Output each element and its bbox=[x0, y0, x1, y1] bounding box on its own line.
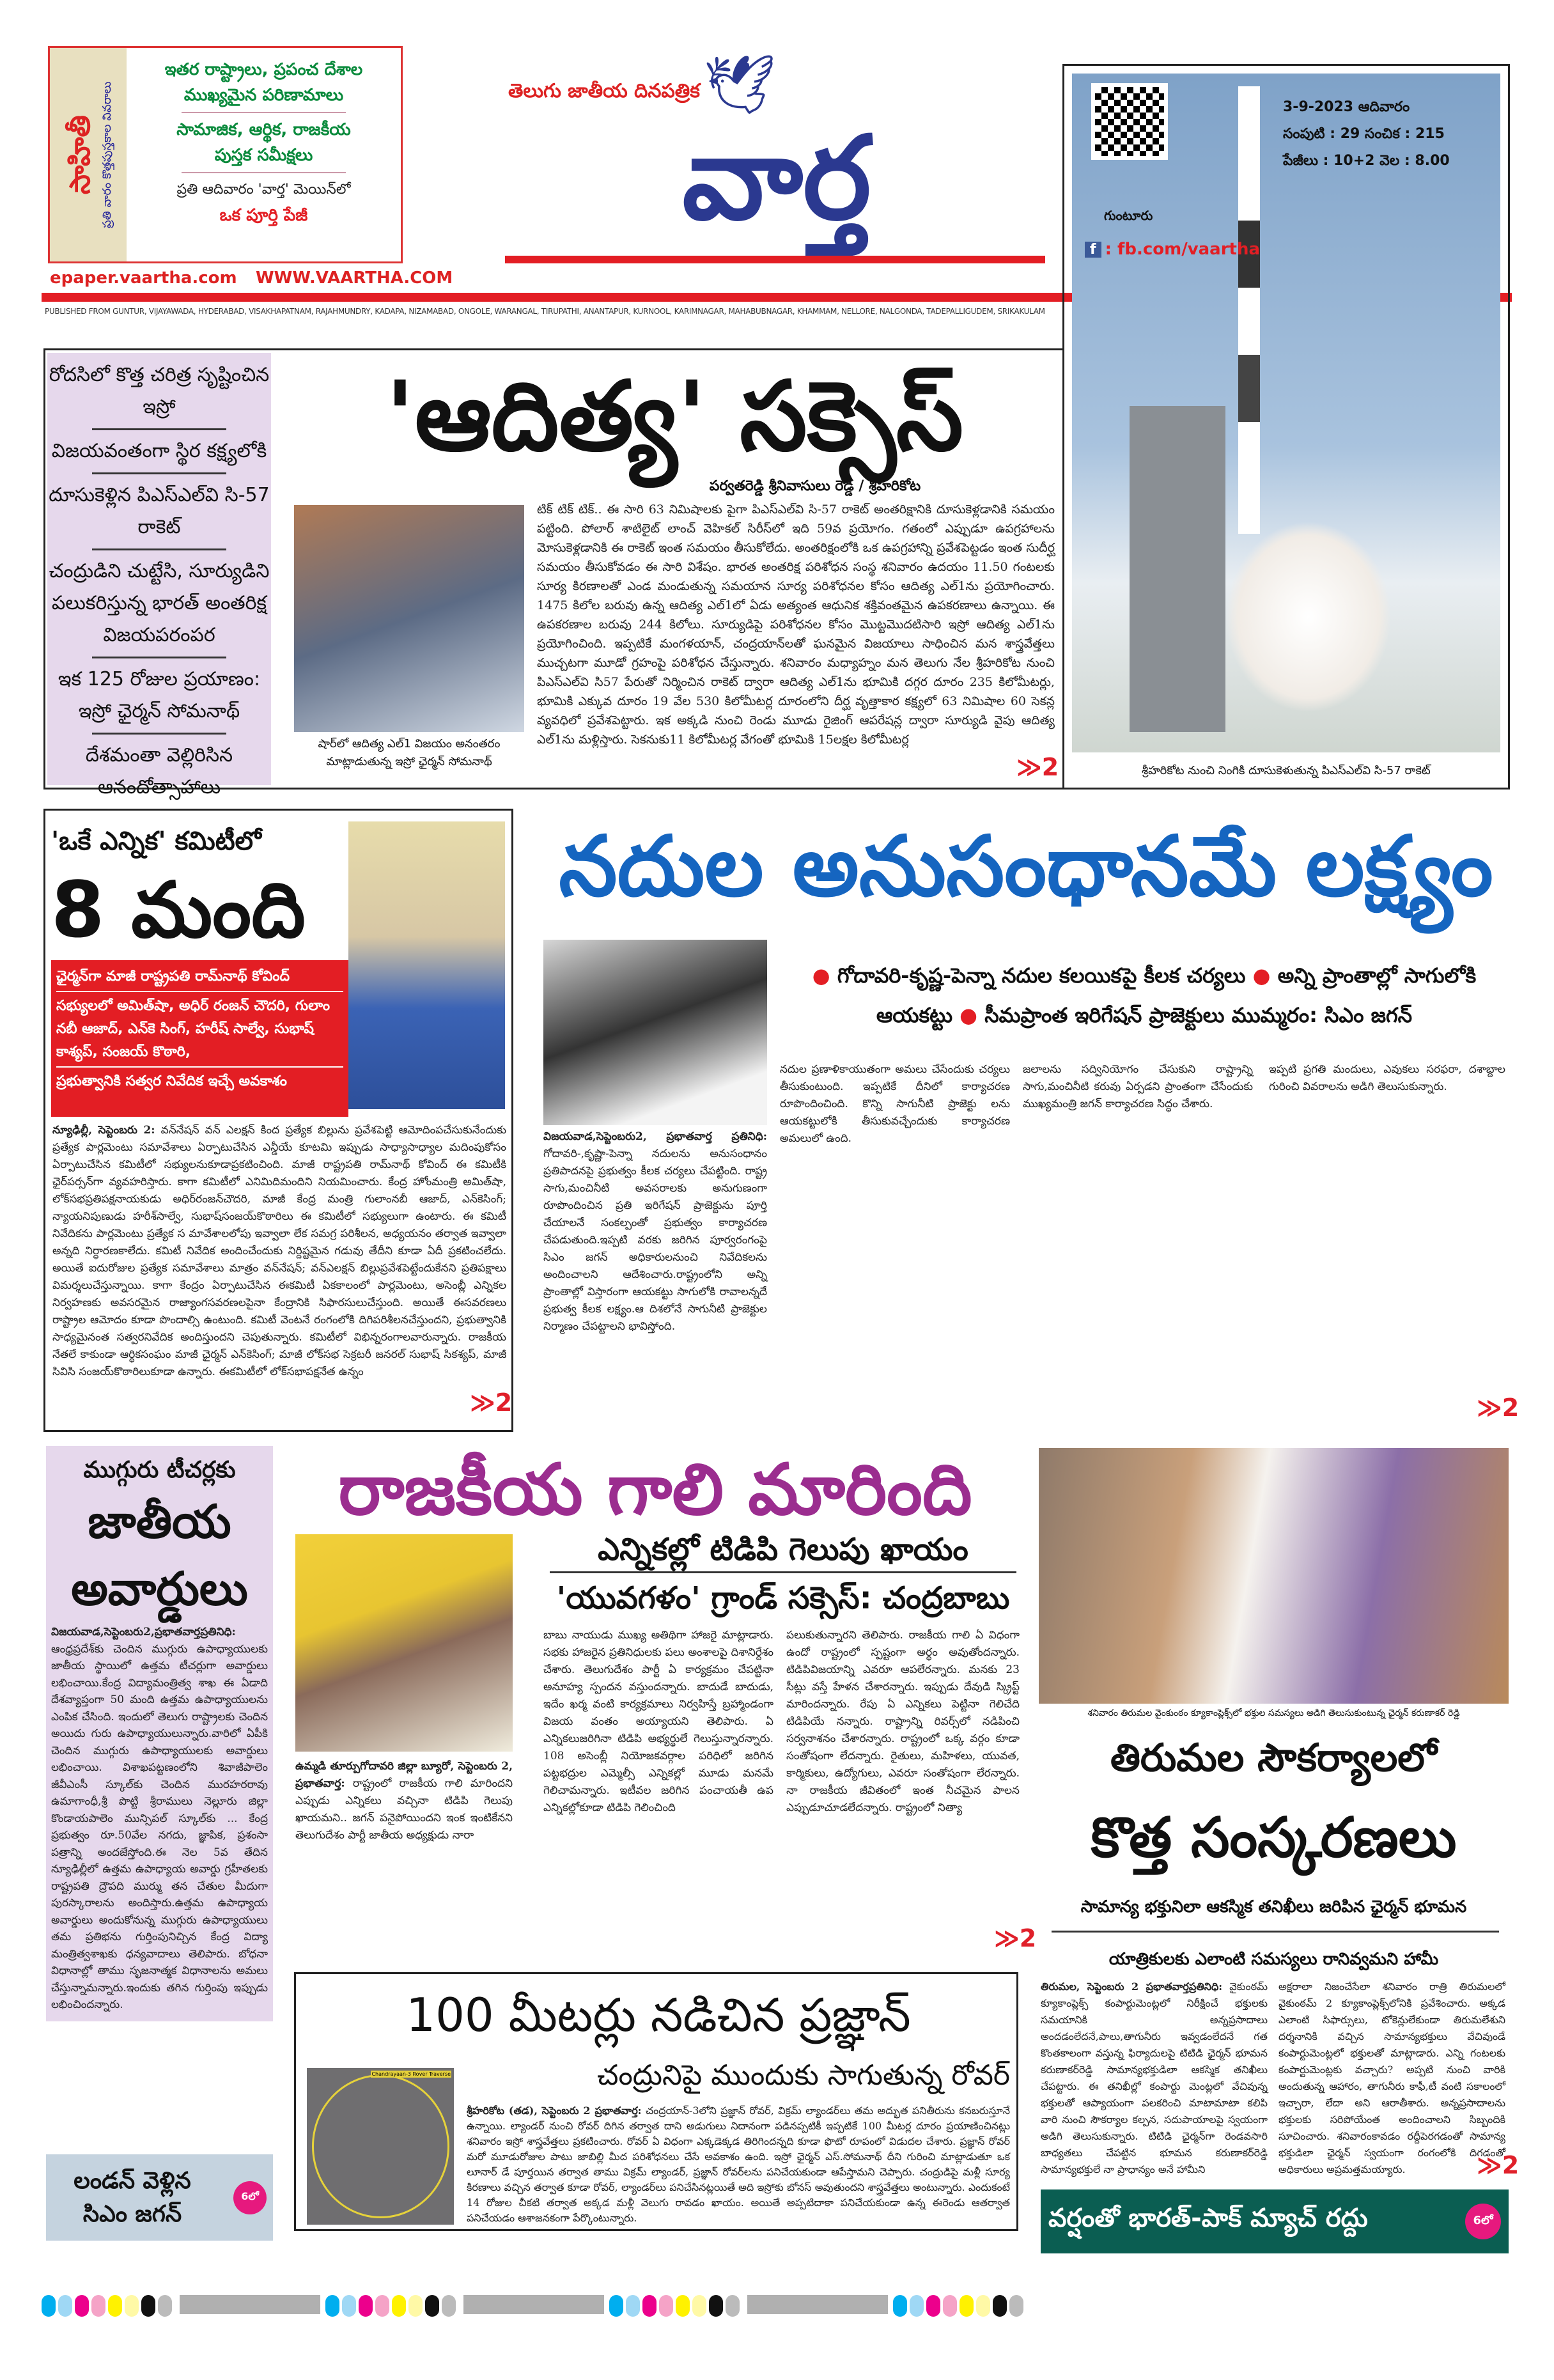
pragyan-subhead: చంద్రునిపై ముందుకు సాగుతున్న రోవర్ bbox=[597, 2059, 1010, 2092]
rocket-caption: శ్రీహరికోట నుంచి నింగికి దూసుకెళుతున్న పిఎస్ఎల్‌వి సి-57 రాకెట్ bbox=[1142, 764, 1431, 777]
tirumala-photo bbox=[1039, 1448, 1509, 1704]
rivers-body-lead: విజయవాడ,సెప్టెంబరు2, ప్రభాతవార్త ప్రతినిధి: గోదావరి-,కృష్ణా-పెన్నా నదులను అనుసంధానం ప్రతిపాదనపై ప్రభుత్వం కీలక చర్యలు చేపట్టింది. రాష్ట్ర సాగు,మంచినీటి అవసరాలకు అనుగుణంగా రూపొందించిన ప్రతి ఇరిగేషన్ ప్రాజెక్టును పూర్తి చేయాలనే సంకల్పంతో ప్రభుత్వం కార్యాచరణ చేపడుతుంది.ఇప్పటి వరకు జరిగిన పూర్వరంగంపై సిఎం జగన్ అధికారులనుంచి నివేదికలను అందించాలని ఆదేశించారు.రాష్ట్రంలోని అన్ని ప్రాంతాల్లో విస్తారంగా ఆయకట్టు సాగులోకి రావాలన్నదే ప్రభుత్వ కీలక లక్ష్యం.ఆ దిశలోనే సాగునీటి ప్రాజెక్టుల నిర్మాణం చేపట్టాలని భావిస్తోంది. bbox=[543, 1130, 767, 1333]
volume-issue: సంపుటి : 29 సంచిక : 215 bbox=[1283, 126, 1445, 142]
somanath-photo bbox=[294, 505, 524, 732]
kovind-photo bbox=[348, 821, 505, 1109]
tirumala-subhead-2: యాత్రికులకు ఎలాంటి సమస్యలు రానివ్వమని హామీ bbox=[1108, 1950, 1439, 1969]
onoe-body: న్యూఢిల్లీ, సెప్టెంబరు 2: వన్‌నేషన్ వన్ ఎలక్షన్ కింద ప్రత్యేక బిల్లును ప్రవేశపెట్టి ఆమోదింపచేసుకునేందుకు ప్రత్యేక పార్లమెంటు సమావేశాలు ఏర్పాటుచేసిన ఎన్డీయే కూటమి ఇప్పుడు సాధ్యాసాధ్యాల మదింపుకోసం ఏర్పాటుచేసిన కమిటీలో సభ్యులనుకూడాప్రకటించింది. మాజీ రాష్ట్రపతి రామ్‌నాథ్ కోవింద్ ఈ కమిటీకి ఛైర్‌పర్సన్‌గా వ్యవహరిస్తారు. కాగా కమిటీలో ఎనిమిదిమందిని నియమించారు. కేంద్ర హోంమంత్రి అమిత్‌షా, లోక్‌సభప్రతిపక్షనాయకుడు అధిర్‌రంజన్‌చౌదరి, మాజీ కేంద్ర మంత్రి గులాంనబీ ఆజాద్, ఎన్‌కెసింగ్; న్యాయనిపుణుడు హరీశ్‌సాల్వే, సుభాష్‌సంజయ్‌కొఠారిలు ఈ కమిటీలో సభ్యులుగా ఉంటారు. ఈ కమిటీ నివేదికను పార్లమెంటు ప్రత్యేక స మావేశాలలోపు ఇవ్వాలా లేక సమగ్ర పరిశీలన, అధ్యయనం తర్వాత ఇవ్వాలా అన్నది నిర్ధారణకాలేదు. కమిటీ నివేదిక అందించేందుకు నిర్దిష్టమైన గడువు తేదీని కూడా ఏదీ ప్రకటించలేదు. అయితే ఐదురోజుల ప్రత్యేక సమావేశాలు మాత్రం వన్‌నేషన్; వన్‌ఎలక్షన్ బిల్లుప్రవేశపెట్టేందుకేనని ప్రతిపక్షాలు విమర్శలుచేస్తున్నాయి. కాగా కేంద్రం ఏర్పాటుచేసిన ఈకమిటీ ఏకకాలంలో పార్లమెంటు, అసెంబ్లీ ఎన్నికల నిర్వహణకు అవసరమైన రాజ్యాంగసవరణలపైనా కేంద్రానికి సిఫారసులుచేస్తుంది. అయితే ఈసవరణలు రాష్ట్రాల ఆమోదం కూడా పొందాల్సి ఉంటుంది. కమిటీ వెంటనే రంగంలోకి దిగిపరిశీలనచేస్తుందని, ప్రభుత్వానికి సాధ్యమైనంత సత్వరనివేదిక అందిస్తుందని చెపుతున్నారు. కమిటీలో విభిన్నరంగాలవారున్నారు. రాజకీయ నేతలే కాకుండా ఆర్థికసంఘం మాజీ ఛైర్మన్ ఎన్‌కెసింగ్; మాజీ లోక్‌సభ సెక్రటరీ జనరల్ సుభాష్ సికశ్యప్, మాజీ సివిసి సంజయ్‌కొఠారిలుకూడా ఉన్నారు. ఈకమిటీలో లోక్‌సభాపక్షనేత ఉన్నం bbox=[52, 1124, 506, 1378]
teachers-sidebar: ముగ్గురు టీచర్లకు జాతీయ అవార్డులు విజయవాడ,సెప్టెంబరు2,ప్రభాతవార్తప్రతినిధి: ఆంధ్రప్రదేశ్‌కు చెందిన ముగ్గురు ఉపాధ్యాయులకు జాతీయ స్థాయిలో ఉత్తమ టీచర్లుగా అవార్డులు లభించాయి.కేంద్ర విద్యామంత్రిత్వ శాఖ ఈ ఏడాది దేశవ్యాప్తంగా 50 మంది ఉత్తమ ఉపాధ్యాయులను ఎంపిక చేసింది. ఇందులో తెలుగు రాష్ట్రాలకు చెందిన అయిదు గురు ఉపాధ్యాయులున్నారు.వారిలో ఏపీకి చెందిన ముగ్గురు ఉపాధ్యాయులకు అవార్డులు లభించాయి. విశాఖపట్టణంలోని శివాజీపాలెం జీవీఎంసీ స్కూల్‌కు చెందిన మురహరరావు ఉమాగాంధీ,శ్రీ పొట్టి శ్రీరాములు నెల్లూరు జిల్లా కొండాయపాలెం మున్సిపల్ స్కూల్‌కు ... కేంద్ర ప్రభుత్వం రూ.50వేల నగదు, జ్ఞాపిక, ప్రశంసా పత్రాన్ని అందజేస్తోంది.ఈ నెల 5వ తేదిన న్యూఢిల్లీలో ఉత్తమ ఉపాధ్యాయ అవార్డు గ్రహీతలకు రాష్ట్రపతి ద్రౌపది ముర్ము తన చేతుల మీదుగా పురస్కారాలను అందిస్తారు.ఉత్తమ ఉపాధ్యాయ అవార్డులు అందుకోనున్న ముగ్గురు ఉపాధ్యాయులు తమ ప్రతిభను గుర్తింపునిచ్చిన కేంద్ర విద్యా మంత్రిత్వశాఖకు ధన్యవాదాలు తెలిపారు. బోధనా విధానాల్లో తాము సృజనాత్మక విధానాలను అమలు చేస్తున్నామన్నారు.ఇందుకు తగిన గుర్తింపు ఇప్పుడు లభించిందన్నారు. bbox=[46, 1446, 273, 2021]
rocket-panel bbox=[1062, 64, 1510, 789]
london-teaser[interactable]: లండన్ వెళ్లిన సిఎం జగన్ 6లో bbox=[46, 2154, 273, 2241]
pragyan-headline: 100 మీటర్లు నడిచిన ప్రజ్ఞాన్ bbox=[406, 1988, 911, 2042]
epaper-link[interactable]: epaper.vaartha.com bbox=[50, 268, 237, 288]
somanath-caption: షార్‌లో ఆదిత్య ఎల్1 విజయం అనంతరం మాట్లాడుతున్న ఇస్రో ఛైర్మన్ సోమనాథ్ bbox=[318, 737, 501, 768]
tagline: తెలుగు జాతీయ దినపత్రిక bbox=[508, 80, 700, 102]
rocket-image bbox=[1238, 86, 1260, 534]
politics-body-col: పలుకుతున్నారని తెలిపారు. రాజకీయ గాలి ఏ విధంగా ఉందో రాష్ట్రంలో స్పష్టంగా అర్థం అవుతోందన్నారు. టిడిపివిజయాన్ని ఎవరూ ఆపలేరన్నారు. మనకు 23 సీట్లు వస్తే హేళన చేశారన్నారు. ఇప్పుడు దేవుడి స్క్రిప్ట్ మారిందన్నారు. రేపు ఏ ఎన్నికలు పెట్టినా గెలిచేది టిడిపియే నన్నారు. రాష్ట్రాన్ని రివర్స్‌లో నడిపించి సర్వనాశనం చేశారన్నారు. రాష్ట్రంలో ఒక్క వర్గం కూడా సంతోషంగా లేదన్నారు. రైతులు, మహిళలు, యువత, కార్మికులు, ఉద్యోగులు, ఎవరూ సంతోషంగా లేరన్నారు. నా రాజకీయ జీవితంలో ఇంత నీచమైన పాలన ఎప్పుడూచూడలేదన్నారు. రాష్ట్రంలో నిత్యా bbox=[786, 1629, 1020, 1814]
ad-line: ఇతర రాష్ట్రాలు, ప్రపంచ దేశాల bbox=[164, 60, 363, 79]
traverse-circle bbox=[312, 2074, 449, 2218]
moon-map: Chandrayaan-3 Rover Traverse bbox=[307, 2068, 454, 2225]
politics-subhead-2: 'యువగళం' గ్రాండ్ సక్సెస్: చంద్రబాబు bbox=[556, 1580, 1010, 1616]
rivers-body-col: జలాలను సద్వినియోగం చేసుకుని రాష్ట్రాన్ని సాగు,మంచినీటి కరువు ఏర్పడని ప్రాంతంగా చేసేందుకు ముఖ్యమంత్రి జగన్ కార్యాచరణ సిద్ధం చేశారు. bbox=[1023, 1063, 1253, 1110]
pages-price: పేజీలు : 10+2 వెల : 8.00 bbox=[1283, 153, 1450, 169]
aditya-byline: పర్వతరెడ్డి శ్రీనివాసులు రెడ్డి / శ్రీహరికోట bbox=[709, 478, 921, 494]
qr-code bbox=[1091, 83, 1168, 160]
page-badge: 6లో bbox=[1465, 2204, 1501, 2239]
politics-headline: రాజకీయ గాలి మారింది bbox=[338, 1449, 972, 1530]
onoe-headline: 8 మంది bbox=[51, 866, 306, 955]
continued-link[interactable]: ≫2 bbox=[1477, 1394, 1519, 1422]
onoe-kicker: 'ఒకే ఎన్నిక' కమిటీలో bbox=[51, 827, 261, 856]
website-link[interactable]: WWW.VAARTHA.COM bbox=[256, 268, 453, 288]
aditya-headline: 'ఆదిత్య' సక్సెస్ bbox=[385, 361, 964, 472]
dove-icon: 🕊 bbox=[703, 51, 777, 118]
facebook-icon: f bbox=[1085, 242, 1101, 258]
tirumala-body-col: అక్షరాలా నిజంచేసేలా శనివారం రాత్రి తిరుమలలో వైకుంఠమ్ 2 క్యూకాంప్లెక్స్‌లోనికి ప్రవేశించారు. అక్కడ ఎలాంటి సిఫార్సులు, టోకెన్లులేకుండా తిరుమలేశుని దర్శనానికి వచ్చిన సామాన్యభక్తులు వేచివుండే కంపార్టుమెంట్లలో భక్తులతో మాట్లాడారు. ఎన్ని గంటలకు కంపార్టుమెంట్లకు వచ్చారు? అప్పటి నుంచి వారికి అందుతున్న ఆహారం, తాగునీరు కాఫీ,టీ వంటి సకాలంలో ఇచ్చారా, లేదా అని ఆరాతీశారు. అన్నప్రసాదాలను భక్తులకు సరిపోయేంత అందించాలని సిబ్బందికి సూచించారు. శనివారంకావడం రద్దీపెరగడంతో సామాన్య భక్తుడిలా ఛైర్మన్ స్వయంగా రంగంలోకి దిగడంతో అధికారులు అప్రమత్తమయ్యారు. bbox=[1278, 1980, 1505, 2175]
aditya-body: టిక్ టిక్ టిక్.. ఈ సారి 63 నిమిషాలకు పైగా పిఎస్ఎల్‌వి సి-57 రాకెట్ అంతరిక్షానికి దూసుకెళ్లడానికి సమయం పట్టింది. పోలార్ శాటిలైట్ లాంచ్ వెహికల్ సిరీస్‌లో ఇది 59వ ప్రయోగం. గతంలో ఎప్పుడూ ఉపగ్రహాలను మోసుకెళ్లడానికి ఈ రాకెట్ ఇంత సమయం తీసుకోలేదు. అంతరిక్షంలోకి ఒక ఉపగ్రహాన్ని ప్రవేశపెట్టడం ఇంత సుదీర్ఘ సమయం తీసుకోవడం ఈ సారి విశేషం. భారత అంతరిక్ష పరిశోధన సంస్థ శనివారం ఉదయం 11.50 గంటలకు సూర్య కిరణాలతో ఎండ మండుతున్న సమయాన సూర్య పరిశోధనల కోసం ఆదిత్య ఎల్1ను ప్రయోగించారు. 1475 కిలోల బరువు ఉన్న ఆదిత్య ఎల్1లో ఏడు అత్యంత ఆధునిక శక్తివంతమైన ఉపకరణాలు ఉన్నాయి. ఈ ఉపకరణాల బరువు 244 కిలోలు. సూర్యుడిపై పరిశోధనల కోసం మొట్టమొదటిసారి ఇస్రో ఆదిత్య ఎల్1ను ప్రయోగించింది. ఇప్పటికే మంగళయాన్, చంద్రయాన్‌లతో ఘనమైన విజయాలు సాధించిన మన శాస్త్రవేత్తలు ముచ్చటగా మూడో గ్రహంపై పరిశోధన చేస్తున్నారు. శనివారం మధ్యాహ్నం మన తెలుగు నేల శ్రీహరికోట నుంచి పిఎస్ఎల్‌వి సి57 పేరుతో నిర్మించిన రాకెట్ ద్వారా ఆదిత్య ఎల్1ను భూమికి దగ్గర దూరం 235 కిలోమీటర్లు, భూమికి ఎక్కువ దూరం 19 వేల 530 కిలోమీటర్ల దూరంలోని దీర్ఘ వృత్తాకార కక్ష్యలో 63 నిమిషాల 60 సెకన్ల వ్యవధిలో ప్రవేశపెట్టారు. ఇక అక్కడి నుంచి రెండు మూడు రైజింగ్ ఆపరేషన్ల ద్వారా సూర్యుడి వైపు ఆదిత్య ఎల్1ను మళ్లిస్తారు. సెకనుకు11 కిలోమీటర్ల వేగంతో భూమికి 15లక్షల కిలోమీటర్ల bbox=[537, 502, 1055, 747]
tirumala-subhead-1: సామాన్య భక్తునిలా ఆకస్మిక తనిఖీలు జరిపిన ఛైర్మన్ భూమన bbox=[1080, 1897, 1467, 1917]
edition-date: 3-9-2023 ఆదివారం bbox=[1283, 99, 1410, 115]
politics-body-col: బాబు నాయుడు ముఖ్య అతిథిగా హాజరై మాట్లాడారు. సభకు హాజరైన ప్రతినిధులకు పలు అంశాలపై దిశానిర్దేశం చేశారు. తెలుగుదేశం పార్టీ ఏ కార్యక్రమం చేపట్టినా అనూహ్య స్పందన వస్తుందన్నారు. బాదుడే బాదుడు, ఇదేం ఖర్మ వంటి కార్యక్రమాలు నిర్వహిస్తే బ్రహ్మాండంగా విజయ వంతం అయ్యాయని తెలిపారు. ఏ ఎన్నికలుజరిగినా టిడిపి అభ్యర్థులే గెలుస్తున్నారన్నారు. 108 అసెంబ్లీ నియోజకవర్గాల పరిధిలో జరిగిన పట్టభద్రుల ఎమ్మెల్సీ ఎన్నికల్లో మూడు మనమే గెలిచామన్నారు. ఇటీవల జరిగిన పంచాయతీ ఉప ఎన్నికల్లోకూడా టిడిపి గెలించింది bbox=[543, 1629, 773, 1814]
launch-tower bbox=[1130, 406, 1225, 732]
pragyan-body: శ్రీహరికోట (తడ), సెప్టెంబరు 2 ప్రభాతవార్త: చంద్రయాన్-3లోని ప్రజ్ఞాన్ రోవర్, విక్రమ్ ల్యాండర్‌లు తమ అద్భుత పనితీరును కనబరుస్తూనే ఉన్నాయి. ల్యాండర్ నుంచి రోవర్ దిగిన తర్వాత దాని అడుగులు నిదానంగా పడినప్పటికీ ఇప్పటికే 100 మీటర్ల దూరం ప్రయాణించినట్లు శనివారం ఇస్రో శాస్త్రవేత్తలు ప్రకటించారు. రోవర్ ఏ విధంగా ఎక్కడెక్కడ తిరిగిందన్నది కూడా ఫొటో రూపంలో విడుదల చేశారు. ప్రజ్ఞాన్ రోవర్ మరో మూడురోజుల పాటు జాబిల్లి మీద పరిశోధనలు చేసే అవకాశం ఉంది. ఇస్రో ఛైర్మన్ ఎస్.సోమనాథ్ దీని గురించి మాట్లాడుతూ ఒక లూనార్ డే పూర్తయిన తర్వాత తాము విక్రమ్ ల్యాండర్, ప్రజ్ఞాన్ రోవర్‌లను పనిచేయకుండా ఆపేస్తామని చెప్పారు. చంద్రుడిపై మళ్లీ సూర్య కిరణాలు వచ్చిన తర్వాత కూడా రోవర్, ల్యాండర్‌లు పనిచేసినట్లయితే అది ఇస్రోకు బోనస్ అవుతుందని శాస్త్రవేత్తలు అంటున్నారు. ఎందుకంటే 14 రోజుల చీకటి తర్వాత అక్కడ మళ్లీ వెలుగు రావడం ఖాయం. అయితే అప్పటిదాకా పనిచేయకుండా ఉన్న ఈరెండు ఆతర్వాత పనిచేయడం ఆశాజనకంగా పేర్కొంటున్నారు. bbox=[467, 2104, 1010, 2224]
masthead-ad bbox=[48, 46, 403, 263]
continued-link[interactable]: ≫2 bbox=[1016, 753, 1059, 781]
jagan-photo bbox=[543, 940, 767, 1125]
logo-underline bbox=[505, 256, 1045, 263]
rivers-body-col: ఇప్పటి ప్రగతి మందులు, ఎవుకలు సరఫరా, దశాబ్దాల గురించి వివరాలను అడిగి తెలుసుకున్నారు. bbox=[1269, 1063, 1505, 1093]
politics-subhead-1: ఎన్నికల్లో టిడిపి గెలుపు ఖాయం bbox=[598, 1532, 968, 1567]
rivers-headline: నదుల అనుసంధానమే లక్ష్యం bbox=[559, 818, 1493, 915]
vaartha-logo: వార్త bbox=[682, 112, 871, 245]
rivers-subheads: ● గోదావరి-కృష్ణ-పెన్నా నదుల కలయికపై కీలక చర్యలు ● అన్ని ప్రాంతాల్లో సాగులోకి ఆయకట్టు ● సీమప్రాంత ఇరిగేషన్ ప్రాజెక్టులు ముమ్మరం: సిఎం జగన్ bbox=[812, 963, 1477, 1027]
facebook-link[interactable]: : fb.com/vaartha bbox=[1105, 240, 1261, 259]
tirumala-headline-2: కొత్త సంస్కరణలు bbox=[1091, 1806, 1457, 1870]
ad-line: పుస్తక సమీక్షలు bbox=[214, 146, 313, 165]
continued-link[interactable]: ≫2 bbox=[1477, 2151, 1519, 2179]
ad-highlight: ఒక పూర్తి పేజీ bbox=[219, 206, 308, 225]
tirumala-body-col: తిరుమల, సెప్టెంబరు 2 ప్రభాతవార్తప్రతినిధి: వైకుంఠమ్ క్యూకాంప్లెక్స్ కంపార్టుమెంట్లలో నిరీక్షించే భక్తులకు సమయానికి అన్నప్రసాదాలు అందడంలేదనే,పాలు,తాగునీరు ఇవ్వడంలేదనే గత కొంతకాలంగా వస్తున్న ఫిర్యాదులపై టిటిడి ఛైర్మన్ భూమన కరుణాకర్‌రెడ్డి సామాన్యభక్తుడిలా ఆకస్మిక తనిఖీలు చేపట్టారు. ఈ తనిఖీల్లో కంపార్టు మెంట్లలో వేచివున్న భక్తులతో ఆప్యాయంగా పలకరించి మాటామాటా కలిపి వారి నుంచి సౌకర్యాల కల్పన, సదుపాయాలపై స్వయంగా అడిగి తెలుసుకున్నారు. టిటిడి ఛైర్మన్‌గా రెండవసారి బాధ్యతలు చేపట్టిన భూమన కరుణాకర్‌రెడ్డి సామాన్యభక్తులే నా ప్రాధాన్యం అనే హామీని bbox=[1041, 1980, 1268, 2175]
edition-city: గుంటూరు bbox=[1104, 208, 1153, 223]
page-badge: 6లో bbox=[233, 2181, 267, 2214]
onoe-points: ఛైర్మన్‌గా మాజీ రాష్ట్రపతి రామ్‌నాథ్ కోవింద్ సభ్యులలో అమిత్‌షా, అధిర్ రంజన్ చౌదరి, గులాం నబీ ఆజాద్, ఎన్‌కె సింగ్, హరీష్ సాల్వే, సుభాష్ కాశ్యప్, సంజయ్ కొఠారి, ప్రభుత్వానికి సత్వర నివేదిక ఇచ్చే అవకాశం bbox=[51, 960, 348, 1117]
tirumala-headline-1: తిరుమల సౌకర్యాలలో bbox=[1110, 1736, 1437, 1780]
continued-link[interactable]: ≫2 bbox=[470, 1388, 513, 1417]
cricket-teaser[interactable]: వర్షంతో భారత్-పాక్ మ్యాచ్ రద్దు 6లో bbox=[1041, 2189, 1509, 2253]
ad-line: ముఖ్యమైన పరిణామాలు bbox=[183, 86, 344, 105]
rocket-photo bbox=[1072, 74, 1500, 752]
politics-body-lead: ఉమ్మడి తూర్పుగోదావరి జిల్లా బ్యూరో, సెప్టెంబరు 2, ప్రభాతవార్త: రాష్ట్రంలో రాజకీయ గాలి మారిందని ఎప్పుడు ఎన్నికలు వచ్చినా టిడిపి గెలుపు ఖాయమని.. జగన్ పనైపోయిందని ఇంక ఇంటికేనని తెలుగుదేశం పార్టీ జాతీయ అధ్యక్షుడు నారా bbox=[295, 1760, 513, 1842]
naidu-photo bbox=[295, 1534, 513, 1752]
published-from: PUBLISHED FROM GUNTUR, VIJAYAWADA, HYDERABAD, VISAKHAPATNAM, RAJAHMUNDRY, KADAPA, NIZAMABAD, ONGOLE, WARANGAL, TIRUPATHI, ANANTAPUR, KURNOOL, KARIMNAGAR, MAHABUBNAGAR, KHAMMAM, NELLORE, NALGONDA, TADEPALLIGUDEM, SRIKAKULAM bbox=[45, 307, 1045, 316]
sahithi-ad-side: సాహితీ ప్రతి వారం కొత్తపుస్తకాల వివరాలు bbox=[50, 48, 127, 261]
tirumala-caption: శనివారం తిరుమల వైంకుంఠం క్యూకాంప్లెక్స్‌లో భక్తుల సమస్యలు అడిగి తెలుసుకుంటున్న ఛైర్మన్ కరుణాకర్ రెడ్డి bbox=[1087, 1708, 1460, 1718]
ad-line: ప్రతి ఆదివారం 'వార్త' మెయిన్‌లో bbox=[176, 182, 351, 198]
exhaust-plume bbox=[1225, 521, 1392, 713]
color-registration-bar bbox=[42, 2295, 1512, 2319]
aditya-sidebar: రోదసిలో కొత్త చరిత్ర సృష్టించిన ఇస్రో విజయవంతంగా స్థిర కక్ష్యలోకి దూసుకెళ్లిన పిఎస్ఎల్‌వి సి-57 రాకెట్ చంద్రుడిని చుట్టేసి, సూర్యుడిని పలుకరిస్తున్న భారత్ అంతరిక్ష విజయపరంపర ఇక 125 రోజుల ప్రయాణం: ఇస్రో ఛైర్మన్ సోమనాథ్ దేశమంతా వెల్లిరిసిన ఆనందోత్సాహాలు bbox=[47, 353, 271, 785]
ad-line: సామాజిక, ఆర్థిక, రాజకీయ bbox=[176, 120, 351, 139]
continued-link[interactable]: ≫2 bbox=[994, 1924, 1037, 1952]
rivers-body-col: నదుల ప్రణాళికాయుతంగా అమలు చేసేందుకు చర్యలు తీసుకుంటుంది. ఇప్పటికే దీనిలో కార్యాచరణ రూపొందించింది. కొన్ని సాగునీటి ప్రాజెక్టు లను ఆయకట్టులోకి తీసుకువచ్చేందుకు కార్యాచరణ అమలులో ఉంది. bbox=[780, 1063, 1010, 1145]
